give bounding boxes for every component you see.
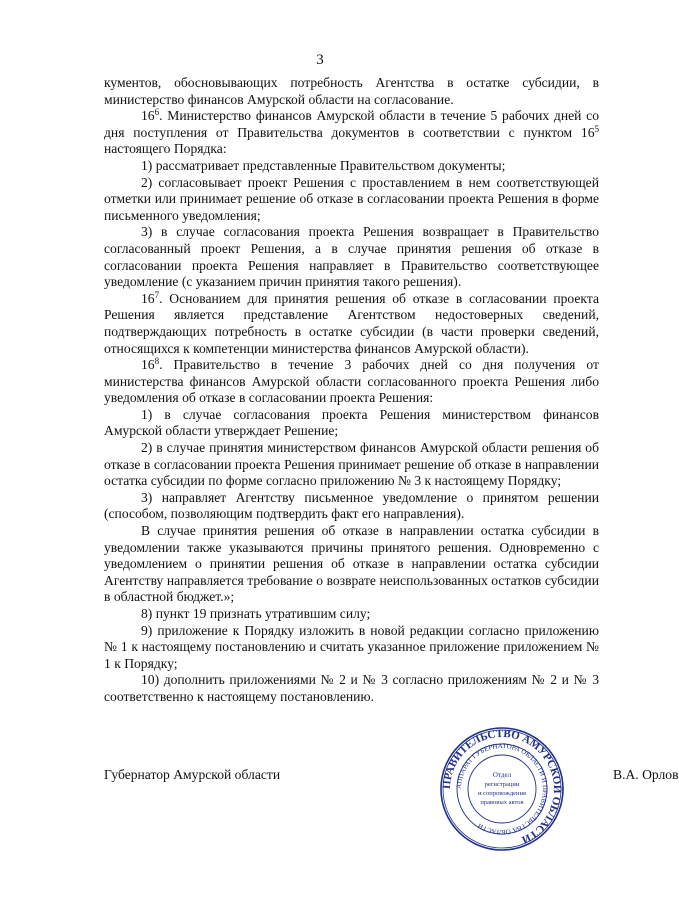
- clause-text: . Основанием для принятия решения об отказе в согласовании проекта Решения является представление Агентством недостоверных сведений, подтверждающих потребность в остатке субсидии (в части проверки сведений, относящихся к компетенции министерства финансов Амурской области).: [104, 290, 599, 356]
- subitem-2: 2) в случае принятия министерством финансов Амурской области решения об отказе в согласовании проекта Решения принимает решение об отказе в направлении остатка субсидии по форме согласно приложению № 3 к настоящему Порядку;: [104, 440, 599, 489]
- paragraph-16-8: [104, 357, 599, 407]
- item-8: 8) пункт 19 признать утратившим силу;: [141, 606, 371, 621]
- item-10: 10) дополнить приложениями № 2 и № 3 согласно приложениям № 2 и № 3 соответственно к настоящему постановлению.: [104, 672, 599, 704]
- clause-superscript: 6: [154, 107, 160, 118]
- clause-text-end: настоящего Порядка:: [104, 141, 227, 157]
- clause-number: 16: [141, 357, 155, 373]
- clause-superscript: 8: [154, 356, 160, 367]
- document-body: [104, 75, 599, 706]
- clause-number: 16: [141, 108, 155, 124]
- paragraph-16-7: [104, 291, 599, 357]
- seal-outer-text: ПРАВИТЕЛЬСТВО АМУРСКОЙ ОБЛАСТИ: [440, 727, 564, 846]
- reference-superscript: 5: [594, 123, 599, 134]
- subitem-3: 3) направляет Агентству письменное уведомление о принятом решении (способом, позволяющим подтвердить факт его направления).: [104, 489, 599, 522]
- seal-center-line: и сопровождения: [478, 790, 526, 797]
- subitem-3: 3) в случае согласования проекта Решения возвращает в Правительство согласованный проект Решения, а в случае принятия решения об отказе в согласовании проекта Решения направляет в Правительство соответствующее уведомление (с указанием причин принятия такого решения).: [104, 224, 599, 290]
- clause-superscript: 7: [154, 289, 160, 300]
- subitem-2: 2) согласовывает проект Решения с проставлением в нем соответствующей отметки или принимает решение об отказе в согласовании проекта Решения в форме письменного уведомления;: [104, 174, 599, 223]
- clause-text: . Правительство в течение 3 рабочих дней со дня получения от министерства финансов Амурской области согласованного проекта Решения либо уведомления об отказе в согласовании проекта Решения:: [104, 357, 599, 406]
- clause-number: 16: [141, 290, 155, 306]
- paragraph-16-6: [104, 108, 599, 158]
- subitem-1: 1) рассматривает представленные Правительством документы;: [141, 157, 506, 173]
- paragraph-continuation: кументов, обосновывающих потребность Агентства в остатке субсидии, в министерство финансов Амурской области на согласование.: [104, 75, 599, 107]
- paragraph-refusal-notice: В случае принятия решения об отказе в направлении остатка субсидии в уведомлении также указываются причины принятого решения. Одновременно с уведомлением о принятии решения об отказе в направлении остатка субсидии Агентству направляется требование о возврате неиспользованных остатков субсидии в областной бюджет.»;: [104, 523, 599, 605]
- seal-middle-text: АППАРАТ ГУБЕРНАТОРА ОБЛАСТИ И ПРАВИТЕЛЬСТВА ОБЛАСТИ: [454, 741, 550, 837]
- signatory-position: Губернатор Амурской области: [104, 767, 281, 782]
- subitem-1: 1) в случае согласования проекта Решения министерством финансов Амурской области утверждает Решение;: [104, 406, 599, 439]
- seal-center-line: правовых актов: [480, 799, 524, 806]
- seal-center-line: Отдел: [492, 771, 512, 779]
- seal-center-line: регистрации: [484, 781, 520, 788]
- page-number: 3: [316, 52, 324, 68]
- official-seal: [439, 726, 565, 852]
- clause-text: . Министерство финансов Амурской области в течение 5 рабочих дней со дня поступления от Правительства документов в соответствии с пунктом 16: [104, 108, 599, 140]
- item-9: 9) приложение к Порядку изложить в новой редакции согласно приложению № 1 к настоящему постановлению и считать указанное приложение приложением № 1 к Порядку;: [104, 622, 599, 671]
- signatory-name: В.А. Орлов: [613, 767, 679, 782]
